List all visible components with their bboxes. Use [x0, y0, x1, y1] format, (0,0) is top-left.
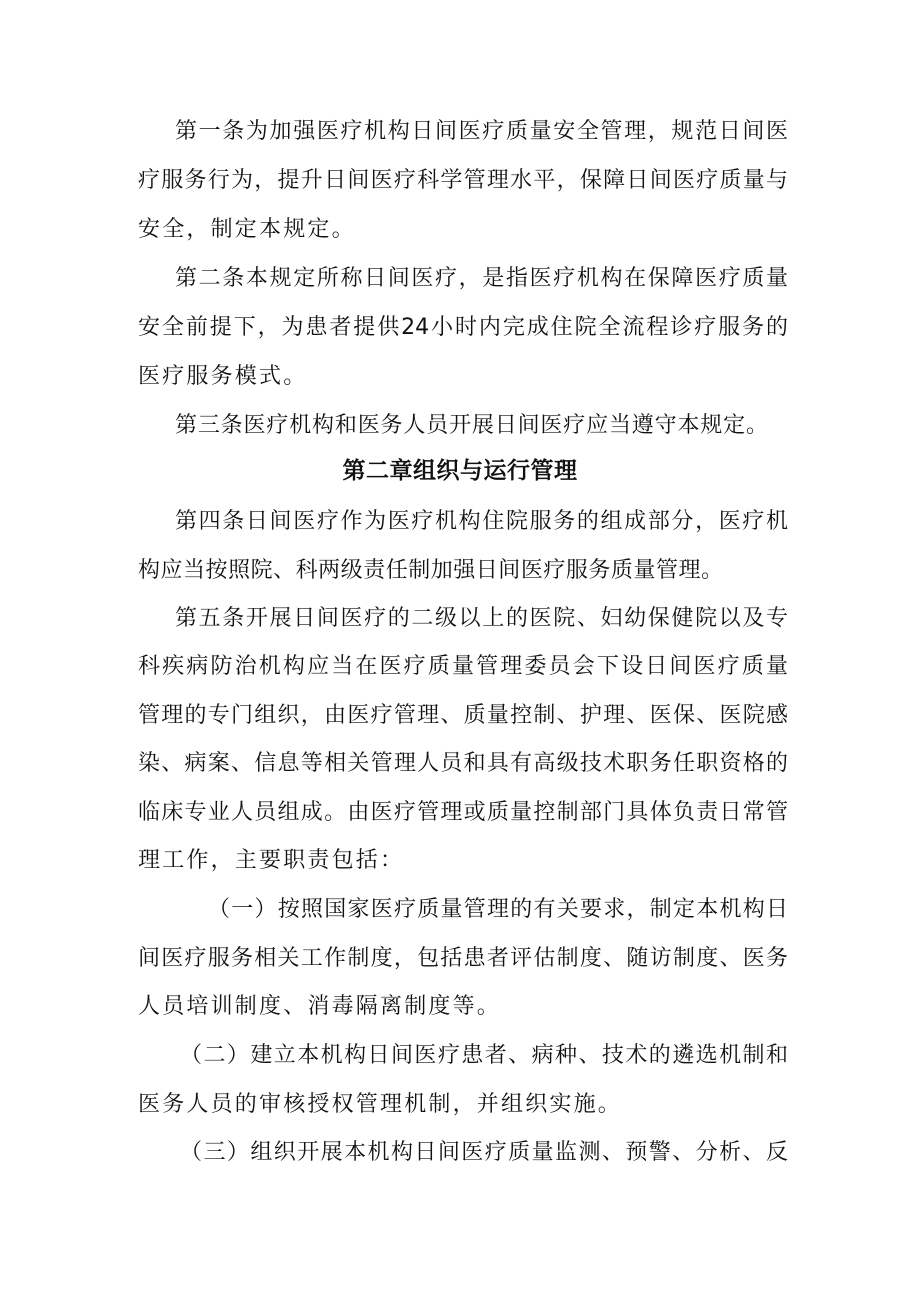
item-2-line-1: （二）建立本机构日间医疗患者、病种、技术的遴选机制和 [180, 1043, 788, 1068]
article-3-line-1: 第三条医疗机构和医务人员开展日间医疗应当遵守本规定。 [175, 413, 768, 438]
article-5-line-4: 染、病案、信息等相关管理人员和具有高级技术职务任职资格的 [138, 751, 788, 776]
article-1-line-2: 疗服务行为，提升日间医疗科学管理水平，保障日间医疗质量与 [138, 168, 788, 193]
article-5-line-2: 科疾病防治机构应当在医疗质量管理委员会下设日间医疗质量 [138, 654, 788, 679]
article-1-line-3: 安全，制定本规定。 [138, 217, 356, 242]
article-1-line-1: 第一条为加强医疗机构日间医疗质量安全管理，规范日间医 [175, 119, 788, 144]
article-5-line-6: 理工作，主要职责包括： [138, 848, 405, 873]
article-5-line-1: 第五条开展日间医疗的二级以上的医院、妇幼保健院以及专 [175, 606, 788, 631]
item-1-line-3: 人员培训制度、消毒隔离制度等。 [138, 994, 502, 1019]
item-3-line-1: （三）组织开展本机构日间医疗质量监测、预警、分析、反 [180, 1140, 788, 1165]
chapter-heading: 第二章组织与运行管理 [342, 458, 578, 484]
article-2-line-2: 安全前提下，为患者提供24小时内完成住院全流程诊疗服务的 [138, 315, 788, 340]
article-5-line-5: 临床专业人员组成。由医疗管理或质量控制部门具体负责日常管 [138, 800, 788, 825]
item-1-line-1: （一）按照国家医疗质量管理的有关要求，制定本机构日 [208, 897, 788, 922]
article-5-line-3: 管理的专门组织，由医疗管理、质量控制、护理、医保、医院感 [138, 703, 788, 728]
article-2-line-3: 医疗服务模式。 [138, 364, 308, 389]
item-1-line-2: 间医疗服务相关工作制度，包括患者评估制度、随访制度、医务 [138, 946, 788, 971]
article-4-line-2: 构应当按照院、科两级责任制加强日间医疗服务质量管理。 [138, 558, 723, 583]
item-2-line-2: 医务人员的审核授权管理机制，并组织实施。 [138, 1092, 623, 1117]
article-4-line-1: 第四条日间医疗作为医疗机构住院服务的组成部分，医疗机 [175, 509, 788, 534]
article-2-line-1: 第二条本规定所称日间医疗，是指医疗机构在保障医疗质量 [175, 266, 788, 291]
